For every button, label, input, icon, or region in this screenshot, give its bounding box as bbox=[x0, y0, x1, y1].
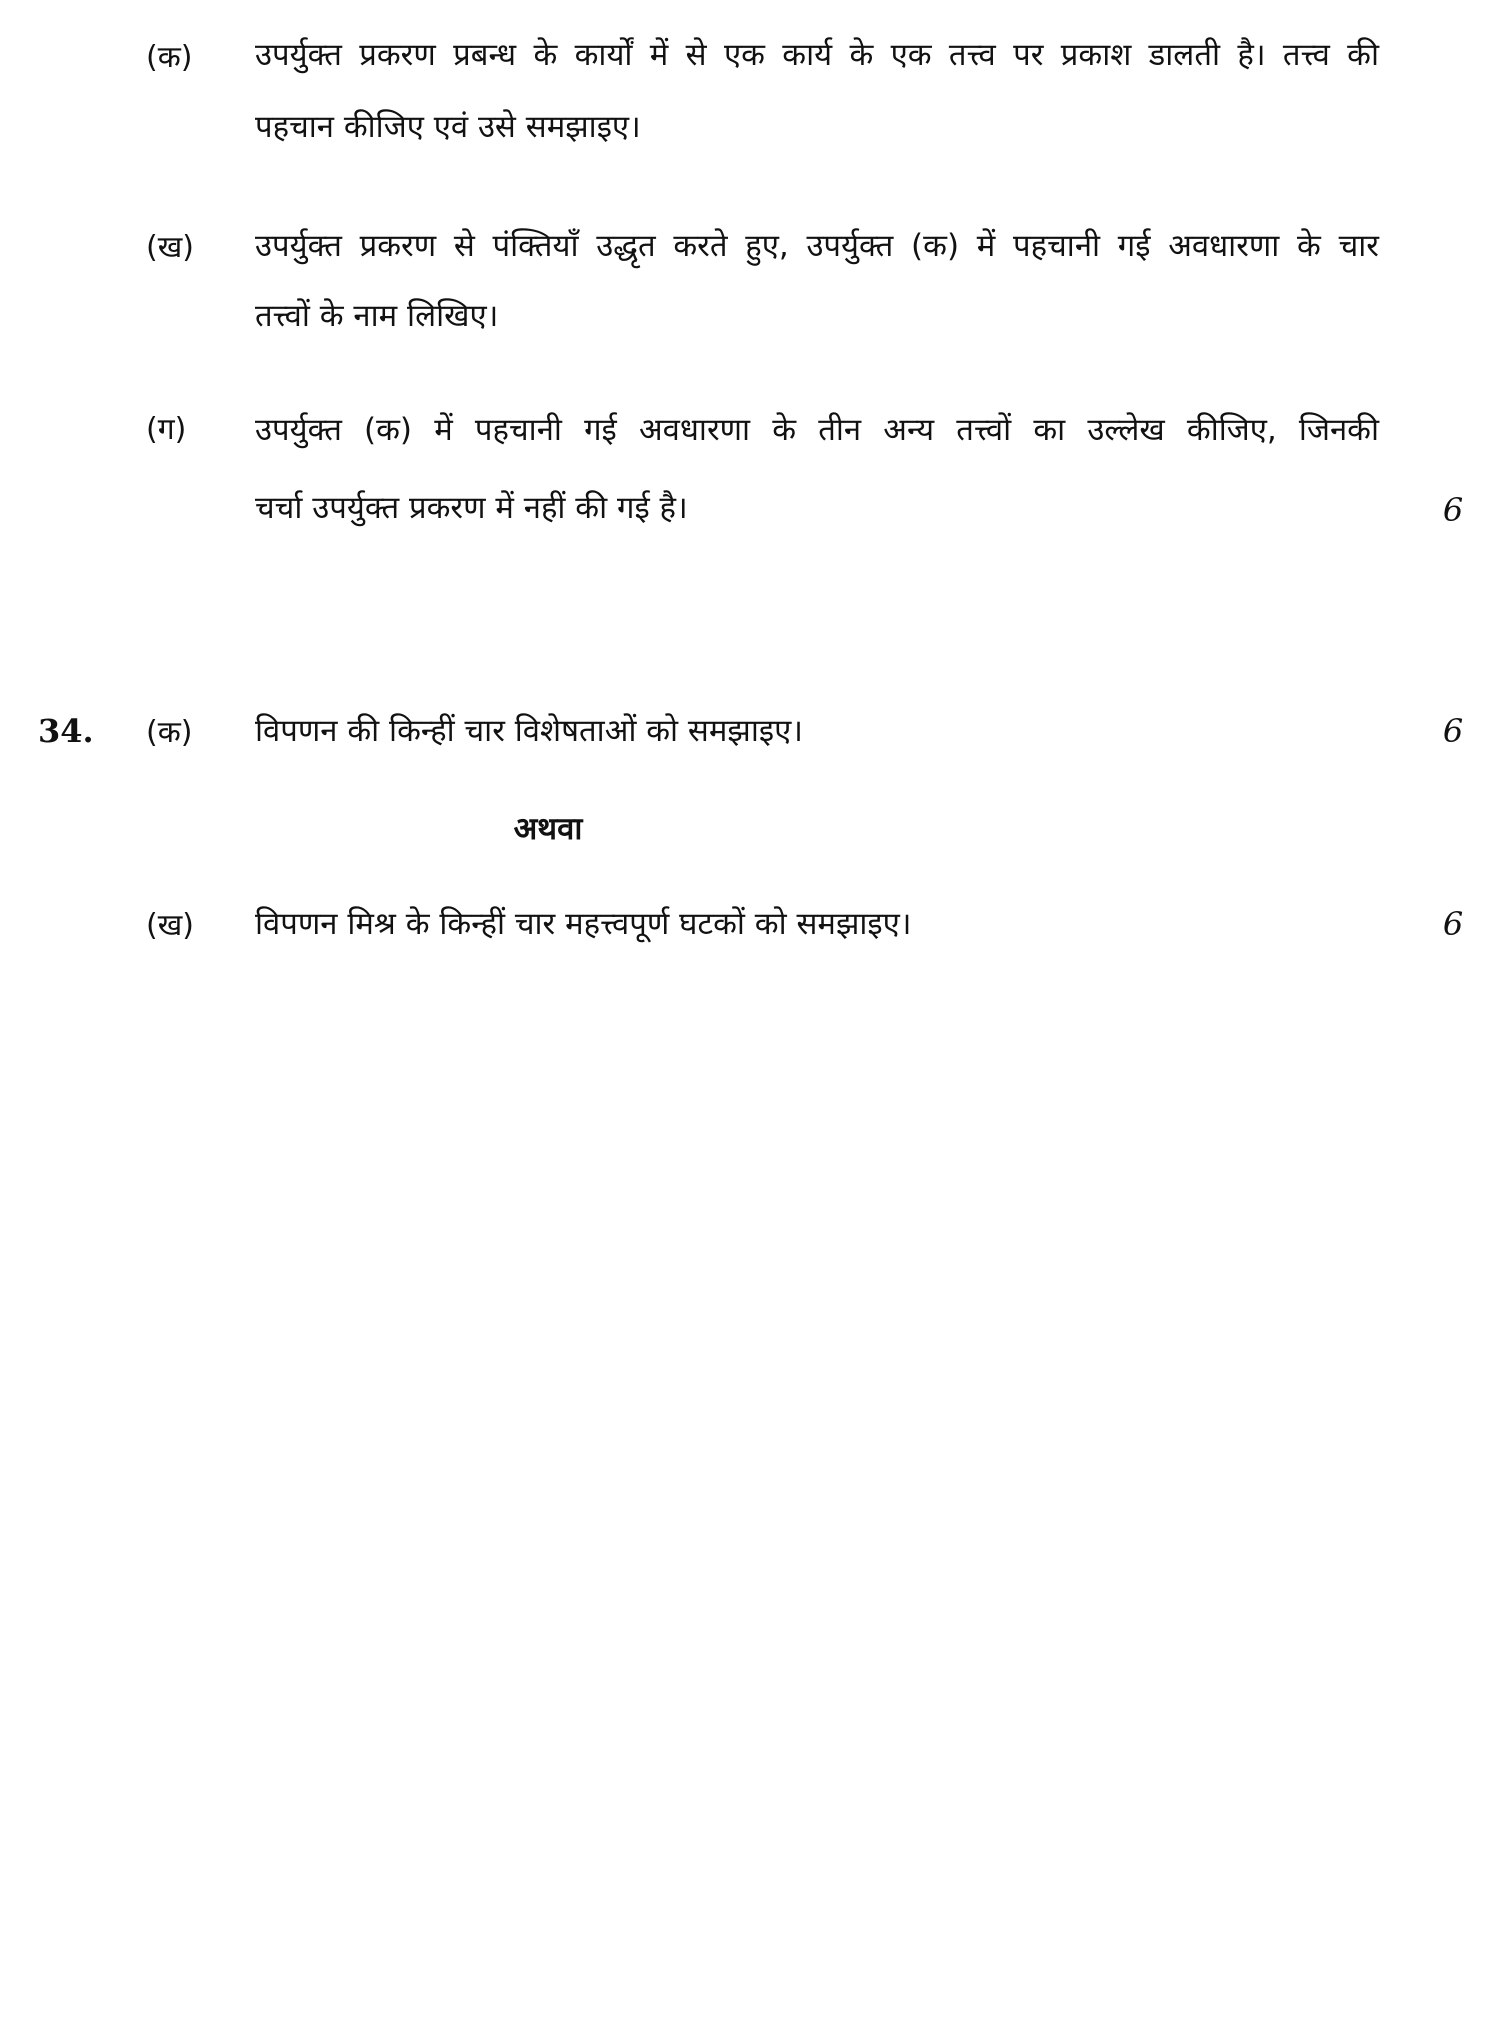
part-text bbox=[255, 904, 1379, 944]
text-line: उपर्युक्त प्रकरण से पंक्तियाँ उद्धृत करते हुए, उपर्युक्त (क) में पहचानी गई अवधारणा के चार bbox=[255, 228, 1379, 264]
text-line: उपर्युक्त (क) में पहचानी गई अवधारणा के तीन अन्य तत्त्वों का उल्लेख कीजिए, जिनकी bbox=[255, 412, 1379, 448]
part-text bbox=[255, 410, 1379, 528]
text-line: विपणन की किन्हीं चार विशेषताओं को समझाइए। bbox=[255, 713, 803, 749]
question-number: 34. bbox=[38, 712, 94, 750]
part-text bbox=[255, 35, 1379, 147]
text-line: पहचान कीजिए एवं उसे समझाइए। bbox=[255, 109, 641, 145]
part-label: (ख) bbox=[146, 230, 194, 265]
marks: 6 bbox=[1442, 905, 1464, 943]
part-label: (क) bbox=[146, 715, 193, 750]
part-text bbox=[255, 711, 1379, 751]
part-label: (ग) bbox=[146, 412, 187, 447]
part-text bbox=[255, 226, 1379, 336]
text-line: चर्चा उपर्युक्त प्रकरण में नहीं की गई है। bbox=[255, 490, 688, 526]
part-label: (ख) bbox=[146, 908, 194, 943]
marks: 6 bbox=[1442, 491, 1464, 529]
text-line: उपर्युक्त प्रकरण प्रबन्ध के कार्यों में से एक कार्य के एक तत्त्व पर प्रकाश डालती है। तत्त्व की bbox=[255, 37, 1379, 73]
or-divider: अथवा bbox=[513, 811, 583, 847]
text-line: विपणन मिश्र के किन्हीं चार महत्त्वपूर्ण घटकों को समझाइए। bbox=[255, 906, 912, 942]
text-line: तत्त्वों के नाम लिखिए। bbox=[255, 298, 499, 334]
part-label: (क) bbox=[146, 40, 193, 75]
marks: 6 bbox=[1442, 712, 1464, 750]
